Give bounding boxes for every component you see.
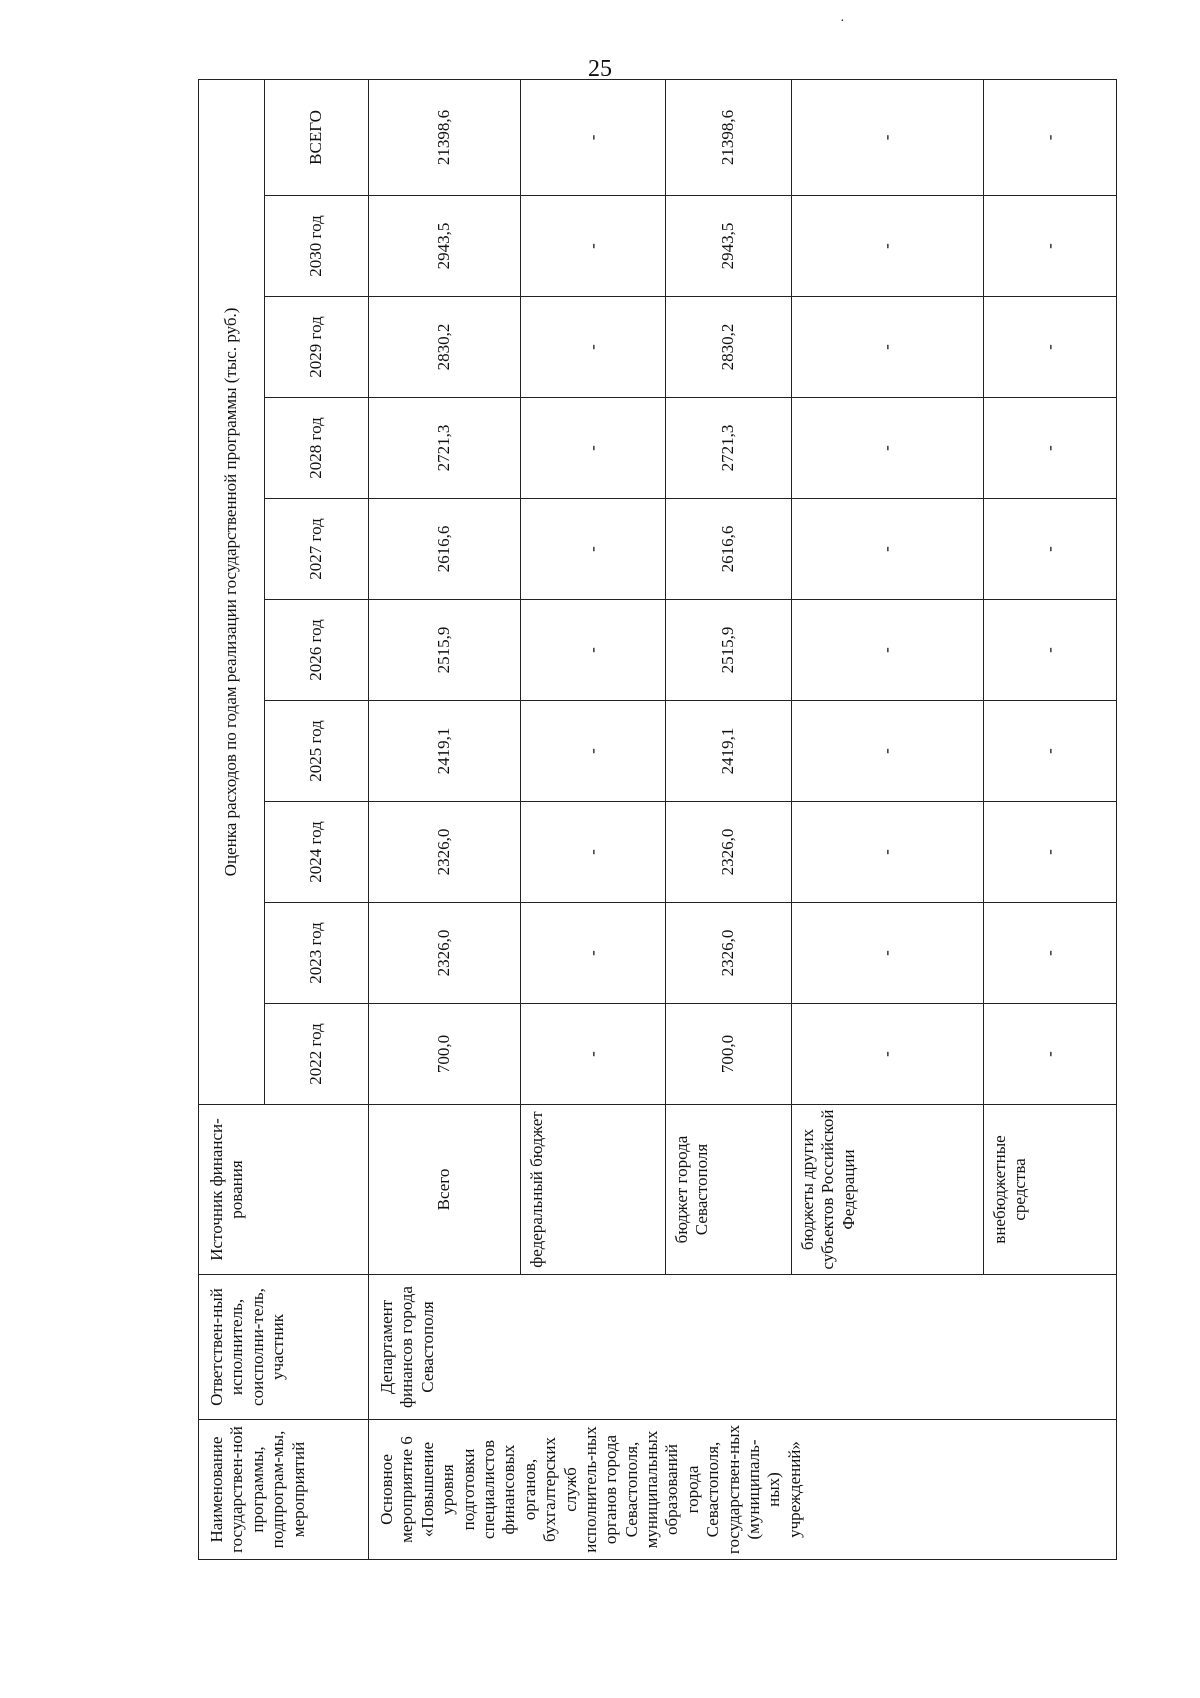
header-year: 2030 год <box>265 196 369 297</box>
value-cell: - <box>984 297 1117 398</box>
scan-mark: · <box>840 14 845 29</box>
header-year: 2028 год <box>265 398 369 499</box>
header-name: Наименование государствен-ной программы, подпрограм-мы, мероприятий <box>199 1420 369 1560</box>
value-cell: - <box>521 600 666 701</box>
total-cell: - <box>521 79 666 195</box>
value-cell: - <box>521 802 666 903</box>
value-cell: 2830,2 <box>369 297 521 398</box>
value-cell: - <box>792 701 984 802</box>
header-year: 2022 год <box>265 1004 369 1105</box>
value-cell: 2515,9 <box>666 600 792 701</box>
value-cell: - <box>984 196 1117 297</box>
table-row <box>369 79 521 1559</box>
total-cell: 21398,6 <box>369 79 521 195</box>
value-cell: - <box>521 1004 666 1105</box>
value-cell: - <box>792 499 984 600</box>
value-cell: - <box>792 196 984 297</box>
source-cell: внебюджетные средства <box>984 1105 1117 1275</box>
source-cell: Всего <box>369 1105 521 1275</box>
total-cell: - <box>792 79 984 195</box>
value-cell: - <box>984 499 1117 600</box>
header-estimate: Оценка расходов по годам реализации государственной программы (тыс. руб.) <box>199 79 265 1104</box>
total-cell: 21398,6 <box>666 79 792 195</box>
value-cell: 2721,3 <box>666 398 792 499</box>
value-cell: 2326,0 <box>666 903 792 1004</box>
value-cell: - <box>984 600 1117 701</box>
header-year: 2025 год <box>265 701 369 802</box>
value-cell: - <box>792 802 984 903</box>
value-cell: 2616,6 <box>369 499 521 600</box>
value-cell: - <box>984 802 1117 903</box>
value-cell: 2943,5 <box>369 196 521 297</box>
value-cell: 700,0 <box>369 1004 521 1105</box>
value-cell: - <box>521 903 666 1004</box>
value-cell: - <box>521 196 666 297</box>
header-responsible: Ответствен-ный исполнитель, соисполни-тель, участник <box>199 1275 369 1420</box>
value-cell: - <box>521 499 666 600</box>
program-responsible: Департамент финансов города Севастополя <box>369 1275 1117 1420</box>
value-cell: 2326,0 <box>369 802 521 903</box>
header-year: 2023 год <box>265 903 369 1004</box>
value-cell: - <box>984 398 1117 499</box>
header-year: 2024 год <box>265 802 369 903</box>
total-cell: - <box>984 79 1117 195</box>
source-cell: федеральный бюджет <box>521 1105 666 1275</box>
header-year: 2027 год <box>265 499 369 600</box>
value-cell: - <box>792 600 984 701</box>
value-cell: 2943,5 <box>666 196 792 297</box>
source-cell: бюджеты других субъектов Российской Федерации <box>792 1105 984 1275</box>
program-name: Основное мероприятие 6 «Повышение уровня подготовки специалистов финансовых органов, бухгалтерских служб исполнитель-ных органов города Севастополя, муниципальных образований города Севастополя, государствен-ных (муниципаль-ных) учреждений» <box>369 1420 1117 1560</box>
value-cell: 2419,1 <box>369 701 521 802</box>
header-source: Источник финанси-рования <box>199 1105 369 1275</box>
value-cell: 2419,1 <box>666 701 792 802</box>
header-year: 2029 год <box>265 297 369 398</box>
value-cell: - <box>792 297 984 398</box>
value-cell: - <box>984 903 1117 1004</box>
value-cell: - <box>984 701 1117 802</box>
page-number: 25 <box>588 56 612 82</box>
value-cell: 2616,6 <box>666 499 792 600</box>
value-cell: - <box>984 1004 1117 1105</box>
value-cell: - <box>521 297 666 398</box>
value-cell: - <box>792 1004 984 1105</box>
value-cell: 2326,0 <box>369 903 521 1004</box>
header-total: ВСЕГО <box>265 79 369 195</box>
value-cell: - <box>521 701 666 802</box>
value-cell: 2721,3 <box>369 398 521 499</box>
source-cell: бюджет города Севастополя <box>666 1105 792 1275</box>
budget-table-rotated <box>198 109 1116 1560</box>
budget-table <box>198 79 1117 1560</box>
value-cell: 700,0 <box>666 1004 792 1105</box>
value-cell: 2830,2 <box>666 297 792 398</box>
value-cell: - <box>792 398 984 499</box>
value-cell: 2326,0 <box>666 802 792 903</box>
value-cell: - <box>792 903 984 1004</box>
header-year: 2026 год <box>265 600 369 701</box>
value-cell: 2515,9 <box>369 600 521 701</box>
value-cell: - <box>521 398 666 499</box>
